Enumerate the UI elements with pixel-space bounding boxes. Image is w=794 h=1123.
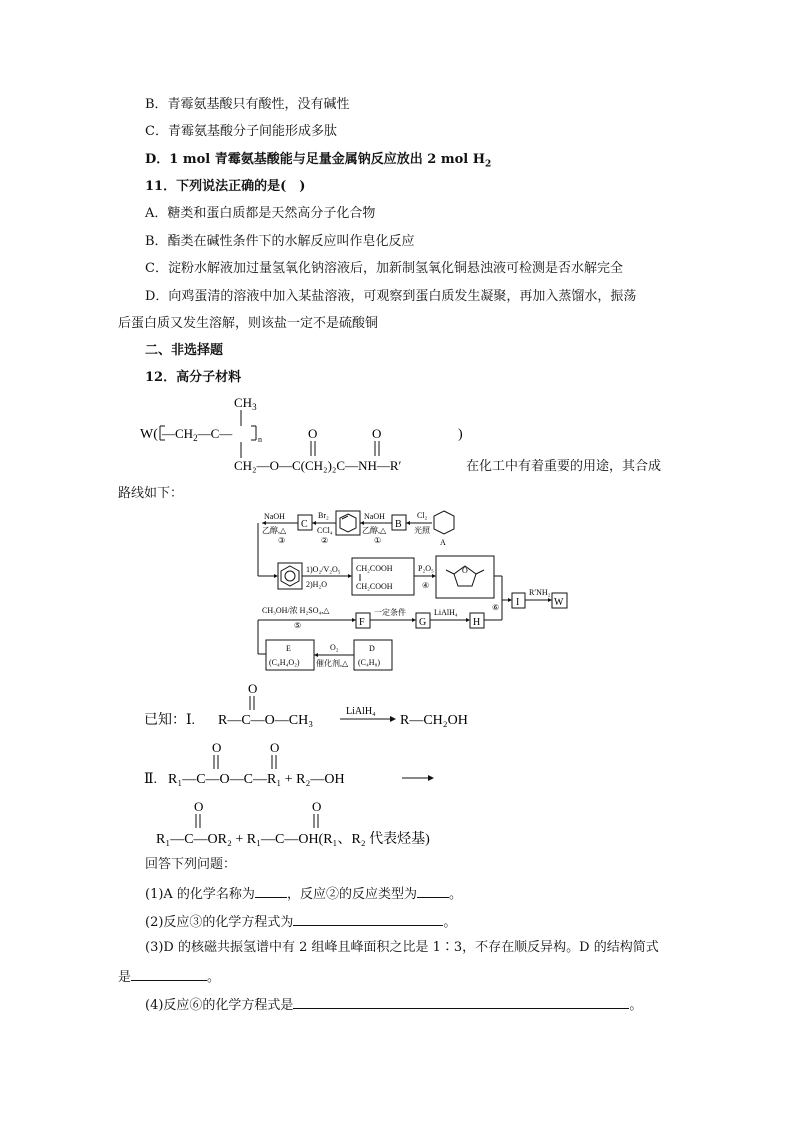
- w-o1: O: [308, 426, 318, 441]
- q10-option-c: C．青霉氨基酸分子间能形成多肽: [145, 124, 337, 139]
- arrowhead-3: [262, 521, 266, 525]
- q10-option-b: B．青霉氨基酸只有酸性，没有碱性: [145, 97, 350, 112]
- q3-blank[interactable]: [131, 968, 207, 981]
- arrowhead-1: [360, 521, 364, 525]
- compound-g: G: [419, 617, 427, 628]
- reagent-etoh-2: 乙醇,△: [362, 526, 387, 535]
- route-intro: 路线如下：: [118, 486, 184, 501]
- known-label-1: 已知：Ⅰ.: [144, 713, 196, 728]
- compound-a: A: [440, 538, 446, 547]
- w-n: n: [258, 435, 262, 444]
- reagent-certain: 一定条件: [374, 608, 406, 617]
- polymer-w-structure: [140, 392, 480, 478]
- arrowhead-4: [432, 574, 436, 578]
- reagent-light: 光照: [414, 526, 430, 535]
- step-3-label: ③: [278, 536, 286, 545]
- reagent-ccl4: CCl₄: [317, 526, 333, 535]
- reagent-naoh-1: NaOH: [264, 512, 285, 521]
- arrowhead-g: [412, 618, 416, 622]
- reagent-etoh-1: 乙醇,△: [262, 526, 287, 535]
- step-6-label: ⑥: [492, 603, 500, 612]
- r2-products: R₁—C—OR₂ + R₁—C—OH(R₁、R₂ 代表烃基): [156, 832, 430, 847]
- q1-blank-1[interactable]: [255, 885, 287, 898]
- box-benzene: [278, 563, 302, 589]
- arrowhead-down: [274, 574, 278, 578]
- q4-text-a: (4)反应⑥的化学方程式是: [145, 998, 294, 1013]
- w-o2: O: [372, 426, 382, 441]
- q12-stem: 12．高分子材料: [145, 370, 242, 385]
- q11-stem: 11．下列说法正确的是( ): [145, 179, 306, 194]
- acid-line-2: CH₂COOH: [356, 582, 393, 591]
- r1-reagent: LiAlH₄: [346, 706, 376, 717]
- r1-o: O: [248, 681, 258, 696]
- w-label: W(: [140, 427, 158, 442]
- q2-blank[interactable]: [293, 913, 443, 926]
- r2-o1: O: [212, 740, 222, 755]
- q1-text-c: 。: [448, 887, 462, 902]
- known-label-2: Ⅱ.: [144, 772, 158, 787]
- q11-option-d-line2: 后蛋白质又发生溶解，则该盐一定不是硫酸铜: [118, 316, 379, 331]
- r1-arrowhead: [390, 716, 396, 722]
- oxidation-cond1: 1)O₂/V₂O₅: [306, 565, 341, 574]
- section-heading: 二、非选择题: [145, 343, 224, 358]
- arrowhead-6: [508, 598, 512, 602]
- r2-o3: O: [194, 799, 204, 814]
- q10-option-d: [145, 152, 491, 173]
- question-3-line2: [118, 968, 220, 986]
- acid-line-1: CH₂COOH: [356, 564, 393, 573]
- r1-reactant: R—C—O—CH₃: [218, 713, 314, 728]
- reagent-naoh-2: NaOH: [364, 512, 385, 521]
- r2-o2: O: [270, 740, 280, 755]
- reagent-esterify: CH₃OH/浓 H₂SO₄,△: [262, 606, 330, 615]
- q1-text-b: ，反应②的反应类型为: [286, 887, 417, 902]
- compound-i: I: [516, 597, 520, 608]
- q10-option-d-text: D．1 mol 青霉氨基酸能与足量金属钠反应放出 2 mol H: [145, 152, 486, 167]
- compound-e: E: [286, 644, 291, 653]
- compound-e-formula: (C₄H₄O₂): [269, 658, 300, 667]
- q3-text-a: 是: [118, 970, 132, 985]
- arrowhead-e: [314, 653, 318, 657]
- w-backbone: $—CH_2—C—$: [162, 426, 233, 443]
- q11-option-b: B．酯类在碱性条件下的水解反应叫作皂化反应: [145, 234, 415, 249]
- q11-option-d-line1: D．向鸡蛋清的溶液中加入某盐溶液，可观察到蛋白质发生凝聚，再加入蒸馏水，振荡: [145, 289, 637, 304]
- w-sidechain: CH₂—O—C(CH₂)₂C—NH—R′: [234, 458, 402, 473]
- arrowhead-h: [466, 618, 470, 622]
- question-3-line1: (3)D 的核磁共振氢谱中有 2 组峰且峰面积之比是 1∶3，不存在顺反异构。D 的结构简式: [145, 940, 659, 955]
- q2-text-a: (2)反应③的化学方程式为: [145, 915, 294, 930]
- q3-text-b: 。: [207, 970, 221, 985]
- compound-w: W: [554, 597, 564, 608]
- reagent-br2: Br₂: [318, 511, 329, 520]
- reagent-catalyst: 催化剂,△: [316, 659, 349, 668]
- q4-blank[interactable]: [293, 996, 629, 1009]
- step-5-label: ⑤: [294, 621, 302, 630]
- reagent-lialh4: LiAlH₄: [434, 608, 458, 617]
- q10-option-d-sub: 2: [485, 159, 492, 170]
- q11-option-c: C．淀粉水解液加过量氢氧化钠溶液后，加新制氢氧化铜悬浊液可检测是否水解完全: [145, 261, 623, 276]
- w-ch3: $CH_3$: [234, 395, 257, 412]
- step-2-label: ②: [321, 536, 329, 545]
- known-reactions: [140, 680, 520, 850]
- r2-arrowhead: [428, 775, 434, 781]
- question-1: [145, 885, 462, 903]
- w-close: ): [458, 427, 463, 442]
- arrowhead-2: [312, 521, 316, 525]
- reagent-cl2: Cl₂: [417, 511, 428, 520]
- step-4-label: ④: [422, 581, 430, 590]
- r1-product: R—CH₂OH: [400, 713, 468, 728]
- arrowhead-w: [548, 598, 552, 602]
- arrowhead-cl: [406, 521, 410, 525]
- box-anhydride: [436, 556, 494, 598]
- q1-text-a: (1)A 的化学名称为: [145, 887, 255, 902]
- q1-blank-2[interactable]: [417, 885, 449, 898]
- q11-option-a: A．糖类和蛋白质都是天然高分子化合物: [145, 206, 376, 221]
- compound-d: D: [369, 644, 375, 653]
- compound-d-formula: (C₄H₈): [358, 658, 381, 667]
- reagent-rnh2: R′NH₂: [529, 588, 551, 597]
- compound-c: C: [301, 519, 308, 530]
- q2-text-b: 。: [443, 915, 457, 930]
- cyclohexane-ring: [434, 511, 454, 534]
- questions-intro: 回答下列问题：: [145, 857, 237, 872]
- arrowhead-5: [352, 618, 356, 622]
- question-2: [145, 913, 456, 931]
- q4-text-b: 。: [629, 998, 643, 1013]
- r2-o4: O: [312, 799, 322, 814]
- reagent-p2o5: P₂O₅: [418, 564, 434, 573]
- r2-reactants: R₁—C—O—C—R₁ + R₂—OH: [168, 772, 345, 787]
- anhydride-ring-o: O: [462, 566, 468, 575]
- oxidation-cond2: 2)H₂O: [306, 580, 328, 589]
- w-description: 在化工中有着重要的用途，其合成: [466, 459, 662, 474]
- compound-f: F: [359, 617, 365, 628]
- step-1-label: ①: [374, 536, 382, 545]
- compound-b: B: [395, 519, 402, 530]
- synthesis-route-diagram: [254, 508, 584, 680]
- compound-h: H: [473, 617, 481, 628]
- question-4: [145, 996, 642, 1014]
- reagent-o2: O₂: [330, 643, 339, 652]
- arrowhead-ox: [348, 574, 352, 578]
